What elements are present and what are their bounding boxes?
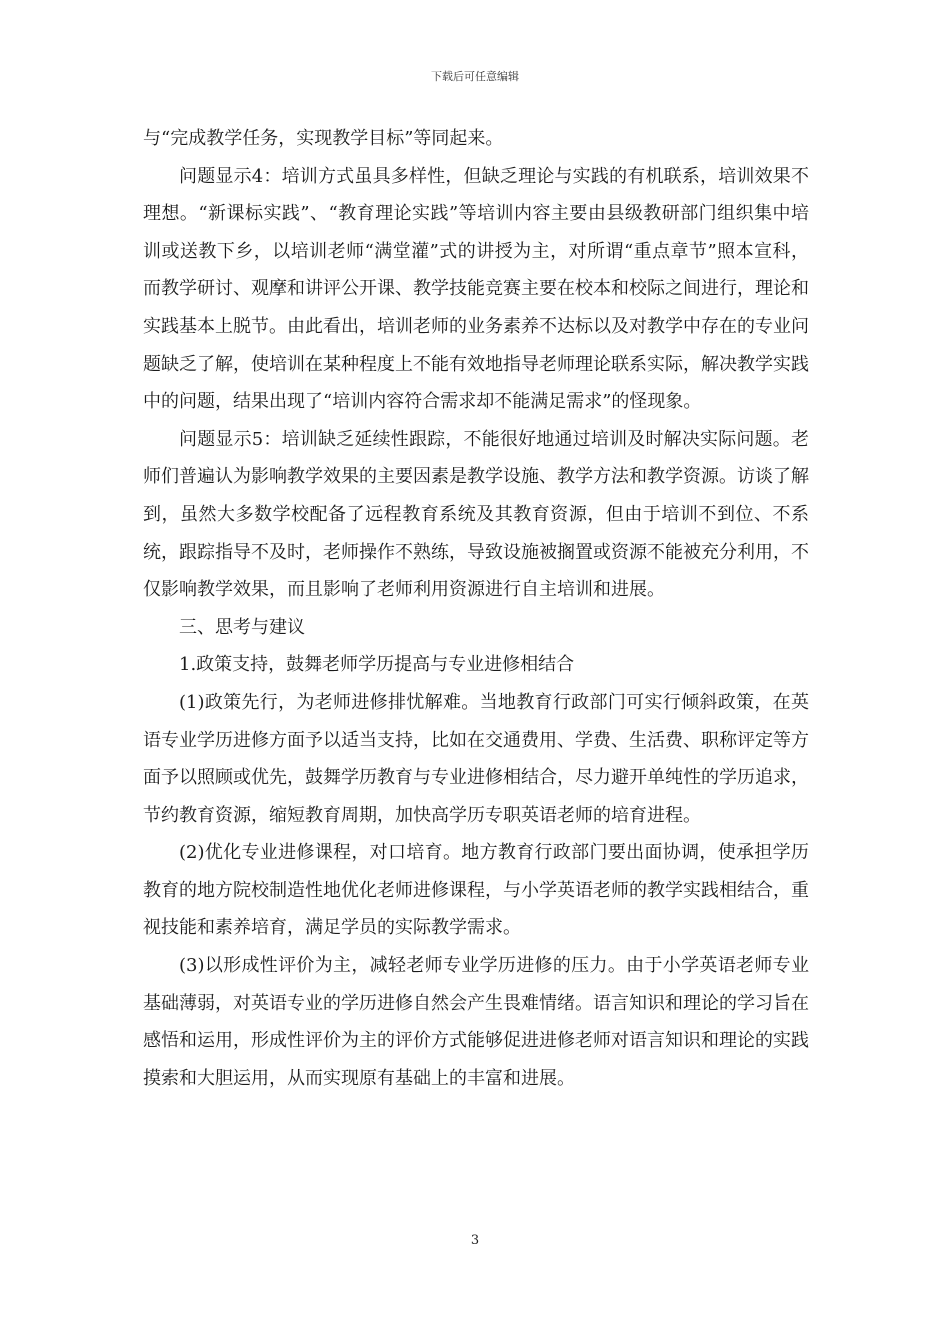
paragraph: 问题显示4：培训方式虽具多样性，但缺乏理论与实践的有机联系，培训效果不理想。“新课标实践”、“教育理论实践”等培训内容主要由县级教研部门组织集中培训或送教下乡，以培训老师“满堂灌”式的讲授为主，对所谓“重点章节”照本宣科，而教学研讨、观摩和讲评公开课、教学技能竞赛主要在校本和校际之间进行，理论和实践基本上脱节。由此看出，培训老师的业务素养不达标以及对教学中存在的专业问题缺乏了解，使培训在某种程度上不能有效地指导老师理论联系实际，解决教学实践中的问题，结果出现了“培训内容符合需求却不能满足需求”的怪现象。 bbox=[143, 165, 809, 413]
document-body bbox=[143, 120, 809, 1097]
paragraph: (3)以形成性评价为主，减轻老师专业学历进修的压力。由于小学英语老师专业基础薄弱，对英语专业的学历进修自然会产生畏难情绪。语言知识和理论的学习旨在感悟和运用，形成性评价为主的评价方式能够促进进修老师对语言知识和理论的实践摸索和大胆运用，从而实现原有基础上的丰富和进展。 bbox=[143, 955, 809, 1089]
paragraph: (1)政策先行，为老师进修排忧解难。当地教育行政部门可实行倾斜政策，在英语专业学历进修方面予以适当支持，比如在交通费用、学费、生活费、职称评定等方面予以照顾或优先，鼓舞学历教育与专业进修相结合，尽力避开单纯性的学历追求，节约教育资源，缩短教育周期，加快高学历专职英语老师的培育进程。 bbox=[143, 691, 809, 826]
page-number: 3 bbox=[470, 1233, 480, 1248]
page-header: 下载后可任意编辑 bbox=[431, 70, 519, 83]
paragraph: 问题显示5：培训缺乏延续性跟踪，不能很好地通过培训及时解决实际问题。老师们普遍认为影响教学效果的主要因素是教学设施、教学方法和教学资源。访谈了解到，虽然大多数学校配备了远程教育系统及其教育资源，但由于培训不到位、不系统，跟踪指导不及时，老师操作不熟练，导致设施被搁置或资源不能被充分利用，不仅影响教学效果，而且影响了老师利用资源进行自主培训和进展。 bbox=[143, 428, 809, 601]
section-heading: 三、思考与建议 bbox=[179, 616, 305, 638]
subsection-heading: 1.政策支持，鼓舞老师学历提高与专业进修相结合 bbox=[179, 654, 575, 676]
paragraph: (2)优化专业进修课程，对口培育。地方教育行政部门要出面协调，使承担学历教育的地方院校制造性地优化老师进修课程，与小学英语老师的教学实践相结合，重视技能和素养培育，满足学员的实际教学需求。 bbox=[143, 842, 809, 939]
paragraph: 与“完成教学任务，实现教学目标”等同起来。 bbox=[143, 128, 504, 149]
